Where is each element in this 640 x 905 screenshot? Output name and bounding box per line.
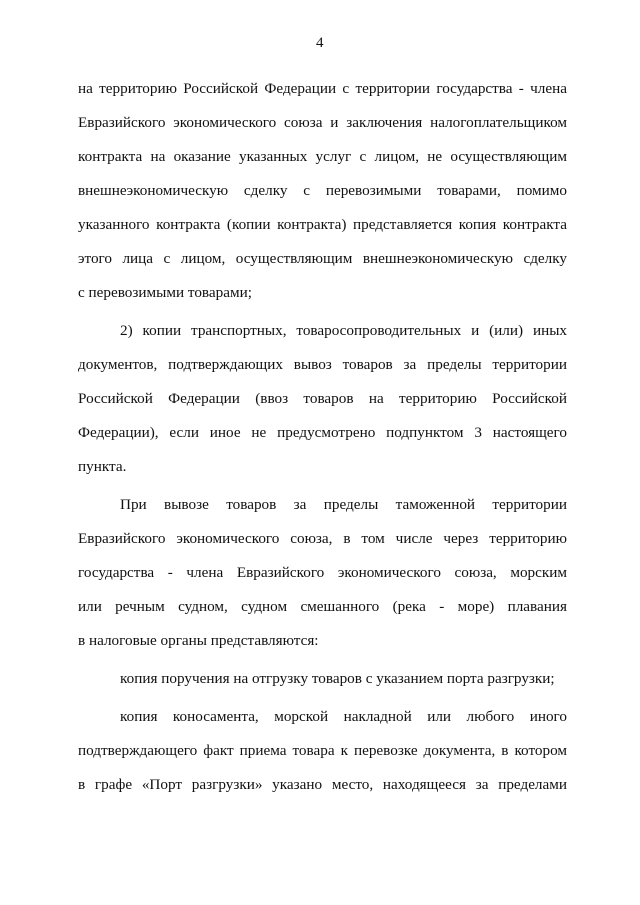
- text-line: документов, подтверждающих вывоз товаров за пределы территории: [78, 356, 567, 373]
- text-line: на территорию Российской Федерации с территории государства - члена: [78, 80, 567, 97]
- text-line: контракта на оказание указанных услуг с лицом, не осуществляющим: [78, 148, 567, 165]
- text-line: пункта.: [78, 458, 127, 475]
- text-line: или речным судном, судном смешанного (река - море) плавания: [78, 598, 567, 615]
- text-line: При вывозе товаров за пределы таможенной территории: [120, 496, 567, 513]
- text-line: в графе «Порт разгрузки» указано место, находящееся за пределами: [78, 776, 567, 793]
- text-line: подтверждающего факт приема товара к перевозке документа, в котором: [78, 742, 567, 759]
- paragraph: [78, 72, 567, 310]
- text-line: этого лица с лицом, осуществляющим внешнеэкономическую сделку: [78, 250, 567, 267]
- text-line: в налоговые органы представляются:: [78, 632, 319, 649]
- text-line: государства - члена Евразийского экономического союза, морским: [78, 564, 567, 581]
- text-line: 2) копии транспортных, товаросопроводительных и (или) иных: [120, 322, 567, 339]
- text-line: Евразийского экономического союза, в том числе через территорию: [78, 530, 567, 547]
- document-body: [78, 72, 567, 802]
- text-line: с перевозимыми товарами;: [78, 284, 252, 301]
- text-line: Российской Федерации (ввоз товаров на территорию Российской: [78, 390, 567, 407]
- text-line: Федерации), если иное не предусмотрено подпунктом 3 настоящего: [78, 424, 567, 441]
- text-line: копия коносамента, морской накладной или любого иного: [120, 708, 567, 725]
- paragraph: [78, 488, 567, 658]
- text-line: внешнеэкономическую сделку с перевозимыми товарами, помимо: [78, 182, 567, 199]
- paragraph: [78, 314, 567, 484]
- text-line: Евразийского экономического союза и заключения налогоплательщиком: [78, 114, 567, 131]
- page-number: 4: [316, 35, 324, 51]
- text-line: копия поручения на отгрузку товаров с указанием порта разгрузки;: [120, 670, 555, 687]
- paragraph: [78, 700, 567, 802]
- paragraph: [78, 662, 567, 696]
- text-line: указанного контракта (копии контракта) представляется копия контракта: [78, 216, 567, 233]
